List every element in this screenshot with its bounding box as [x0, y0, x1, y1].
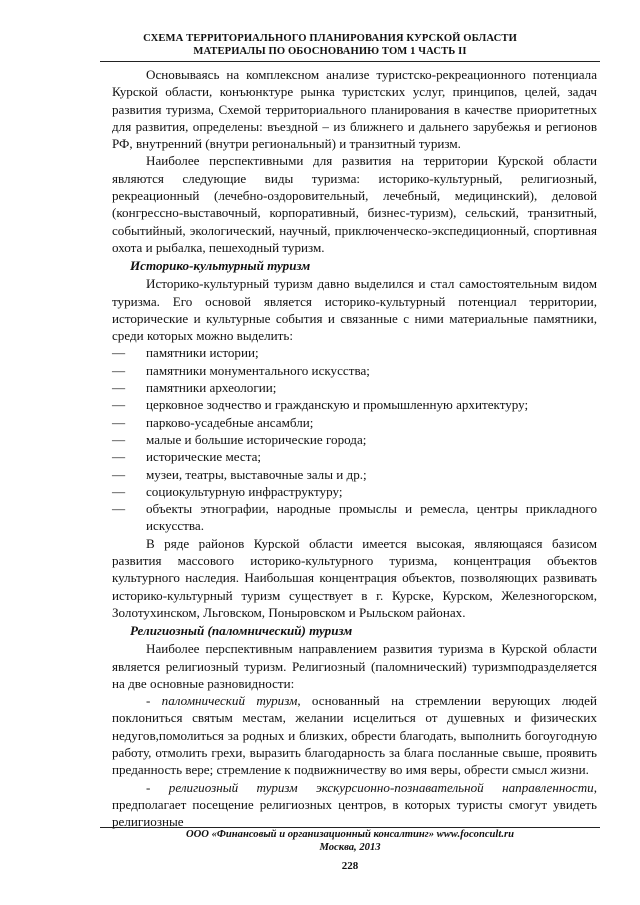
- document-header: [100, 32, 560, 58]
- section-heading-historical: Историко-культурный туризм: [130, 258, 311, 274]
- intro-paragraph-1: Основываясь на комплексном анализе туристско-рекреационного потенциала Курской области, конъюнктуре рынка туристских услуг, принципов, целей, задач развития туризма, Схемой территориального планирования в качестве приоритетных для развития, определены: въездной – из ближнего и дальнего зарубежья и регионов РФ, внутренний (внутри региональный) и транзитный туризм.: [112, 67, 597, 152]
- list-item-text: музеи, театры, выставочные залы и др.;: [146, 466, 367, 482]
- dash-marker: —: [112, 380, 126, 396]
- dash-marker: —: [112, 466, 126, 482]
- list-item: [112, 344, 597, 361]
- dash-marker: —: [112, 414, 126, 430]
- list-item-text: памятники археологии;: [146, 380, 277, 396]
- list-item-text: церковное зодчество и гражданскую и промышленную архитектуру;: [146, 397, 529, 413]
- historical-paragraph-1: Историко-культурный туризм давно выделился и стал самостоятельным видом туризма. Его основой является историко-культурный потенциал территории, исторические и культурные события и связанные с ними материальные памятники, среди которых можно выделить:: [112, 276, 597, 344]
- historical-paragraph-2: В ряде районов Курской области имеется высокая, являющаяся базисом развития массового историко-культурного туризма, концентрация объектов культурного наследия. Наибольшая концентрация объектов, позволяющих развивать историко-культурный туризм существует в г. Курске, Курском, Железногорском, Золотухинском, Льговском, Поныровском и Рыльском районах.: [112, 535, 597, 620]
- footer-divider: [100, 827, 600, 828]
- pilgrimage-description: , основанный на стремлении верующих людей поклониться святым местам, желании исцелиться от душевных и физических недугов,помолиться за родных и близких, обрести благодать, выполнить богоугодную работу, отмолить грехи, выразить благодарность за блага посланные свыше, проявить преданность вере; стремление к подвижничеству во имя веры, обрести смысл жизни.: [112, 693, 597, 778]
- list-item-text: памятники истории;: [146, 345, 259, 361]
- list-item: [112, 483, 597, 500]
- religious-item-excursion: [112, 779, 597, 831]
- list-item: [112, 414, 597, 431]
- dash-marker: —: [112, 345, 126, 361]
- list-item: [112, 379, 597, 396]
- term-pilgrimage: - паломнический туризм: [146, 693, 298, 709]
- religious-paragraph-1: Наиболее перспективным направлением развития туризма в Курской области является религиозный туризм. Религиозный (паломнический) туризмподразделяется на две основные разновидности:: [112, 641, 597, 691]
- list-item: [112, 431, 597, 448]
- section-heading-religious: Религиозный (паломнический) туризм: [130, 623, 353, 639]
- religious-item-pilgrimage: [112, 692, 597, 778]
- dash-marker: —: [112, 483, 126, 499]
- list-item-text: памятники монументального искусства;: [146, 362, 370, 378]
- document-body: [112, 66, 597, 830]
- list-item-text: исторические места;: [146, 449, 262, 465]
- footer-company: ООО «Финансовый и организационный консалтинг» www.foconcult.ru: [186, 829, 514, 840]
- dash-marker: —: [112, 501, 126, 517]
- header-divider: [100, 61, 600, 62]
- term-excursion: - религиозный туризм экскурсионно-познавательной направленности: [146, 779, 594, 795]
- list-item-text: социокультурную инфраструктуру;: [146, 483, 343, 499]
- list-item: [112, 500, 597, 535]
- list-item: [112, 396, 597, 413]
- dash-marker: —: [112, 397, 126, 413]
- dash-marker: —: [112, 431, 126, 447]
- header-title: СХЕМА ТЕРРИТОРИАЛЬНОГО ПЛАНИРОВАНИЯ КУРСКОЙ ОБЛАСТИ: [143, 33, 517, 44]
- list-item: [112, 466, 597, 483]
- dash-marker: —: [112, 449, 126, 465]
- list-item-text: объекты этнографии, народные промыслы и ремесла, центры прикладного искусства.: [146, 501, 597, 534]
- heritage-list: [112, 344, 597, 534]
- list-item-text: малые и большие исторические города;: [146, 431, 367, 447]
- list-item: [112, 362, 597, 379]
- footer-city-year: Москва, 2013: [319, 841, 381, 853]
- header-subtitle: МАТЕРИАЛЫ ПО ОБОСНОВАНИЮ ТОМ 1 ЧАСТЬ II: [193, 46, 467, 57]
- list-item-text: парково-усадебные ансамбли;: [146, 414, 314, 430]
- document-footer: [100, 829, 600, 854]
- excursion-description: , предполагает посещение религиозных центров, в которых туристы смогут увидеть религиозные: [112, 779, 597, 830]
- intro-paragraph-2: Наиболее перспективными для развития на территории Курской области являются следующие виды туризма: историко-культурный, религиозный, рекреационный (лечебно-оздоровительный, лечебный, медицинский), деловой (конгрессно-выставочный, корпоративный, бизнес-туризм), сельский, транзитный, событийный, экологический, научный, приключенческо-экспедиционный, спортивная охота и рыбалка, пешеходный туризм.: [112, 153, 597, 255]
- list-item: [112, 448, 597, 465]
- dash-marker: —: [112, 362, 126, 378]
- page-number: 228: [341, 860, 359, 872]
